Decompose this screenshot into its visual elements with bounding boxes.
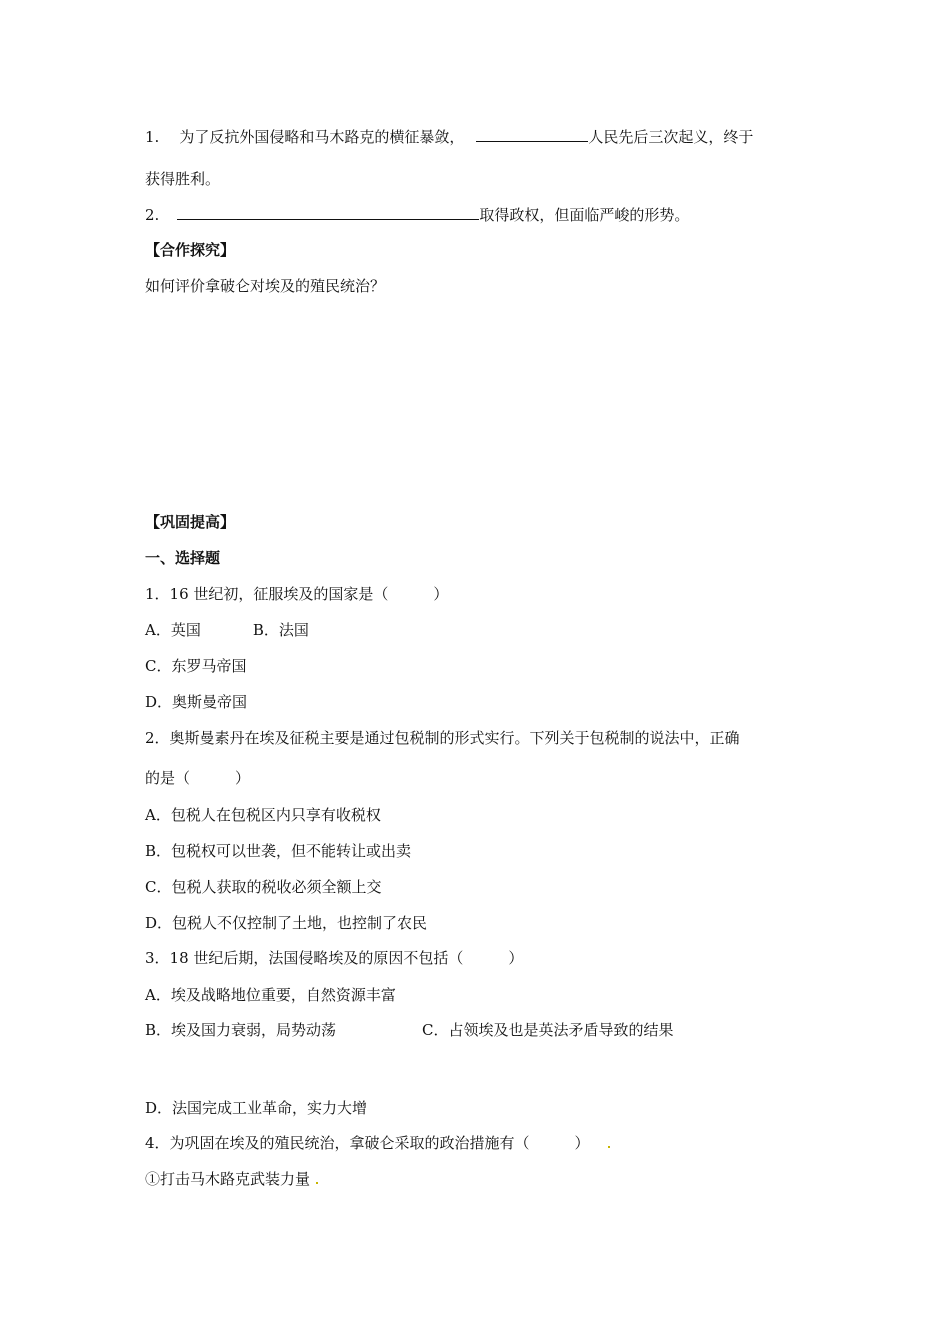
item-text: ①打击马木路克武装力量 bbox=[145, 1170, 311, 1188]
option-c: C．占领埃及也是英法矛盾导致的结果 bbox=[422, 1021, 674, 1039]
answer-blank[interactable] bbox=[476, 127, 588, 142]
mcq-2-option-d: D．包税人不仅控制了土地，也控制了农民 bbox=[145, 914, 428, 932]
mcq-4-item-1 bbox=[145, 1169, 318, 1189]
mcq-2-option-b: B．包税权可以世袭，但不能转让或出卖 bbox=[145, 842, 412, 860]
mcq-1-option-d: D．奥斯曼帝国 bbox=[145, 693, 248, 711]
fill-question-2 bbox=[145, 205, 689, 225]
section-heading-explore: 【合作探究】 bbox=[145, 241, 236, 259]
mcq-2-stem: 2．奥斯曼素丹在埃及征税主要是通过包税制的形式实行。下列关于包税制的说法中，正确 bbox=[145, 729, 740, 747]
mcq-3-option-a: A．埃及战略地位重要，自然资源丰富 bbox=[145, 986, 396, 1004]
answer-blank[interactable] bbox=[177, 205, 479, 220]
question-text: 为了反抗外国侵略和马木路克的横征暴敛， bbox=[179, 128, 465, 146]
explore-question: 如何评价拿破仑对埃及的殖民统治？ bbox=[145, 277, 386, 295]
question-text: 4．为巩固在埃及的殖民统治，拿破仑采取的政治措施有（ ） bbox=[145, 1134, 590, 1152]
question-text-cont: 人民先后三次起义，终于 bbox=[588, 128, 754, 146]
marker-dot bbox=[316, 1182, 318, 1184]
section-heading-consolidate: 【巩固提高】 bbox=[145, 513, 236, 531]
mcq-2-option-c: C．包税人获取的税收必须全额上交 bbox=[145, 878, 382, 896]
option-b: B．法国 bbox=[252, 621, 309, 639]
mcq-1-options-ab bbox=[145, 620, 309, 640]
fill-question-1 bbox=[145, 127, 753, 147]
mcq-3-stem: 3．18 世纪后期，法国侵略埃及的原因不包括（ ） bbox=[145, 949, 524, 967]
mcq-2-stem-continuation: 的是（ ） bbox=[145, 769, 251, 787]
mcq-1-option-c: C．东罗马帝国 bbox=[145, 657, 247, 675]
mcq-3-options-bc bbox=[145, 1020, 674, 1040]
mcq-3-option-d: D．法国完成工业革命，实力大增 bbox=[145, 1099, 368, 1117]
section-title-mcq: 一、选择题 bbox=[145, 549, 221, 567]
fill-question-1-continuation: 获得胜利。 bbox=[145, 170, 221, 188]
marker-dot bbox=[608, 1146, 610, 1148]
mcq-4-stem bbox=[145, 1133, 610, 1153]
option-a: A．英国 bbox=[145, 621, 201, 639]
mcq-1-stem: 1．16 世纪初，征服埃及的国家是（ ） bbox=[145, 585, 449, 603]
question-number: 1. bbox=[145, 128, 160, 146]
mcq-2-option-a: A．包税人在包税区内只享有收税权 bbox=[145, 806, 381, 824]
question-text: 取得政权，但面临严峻的形势。 bbox=[479, 206, 690, 224]
option-b: B．埃及国力衰弱，局势动荡 bbox=[145, 1021, 337, 1039]
question-number: 2. bbox=[145, 206, 160, 224]
